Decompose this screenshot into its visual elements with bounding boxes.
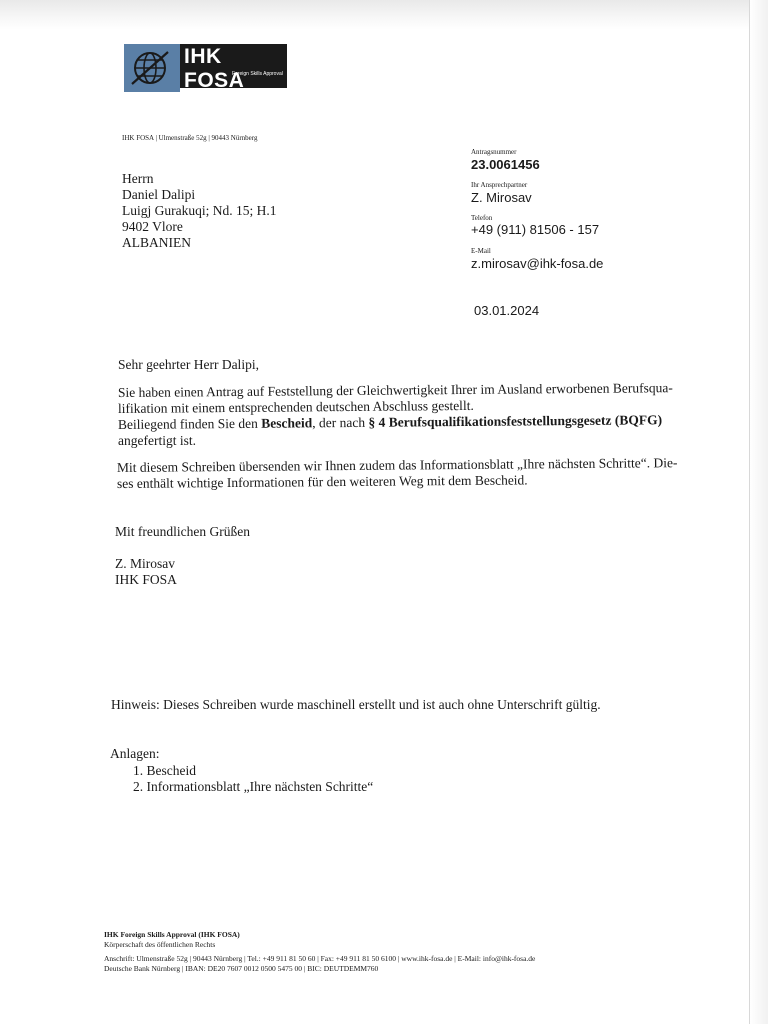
antrag-label: Antragsnummer: [471, 148, 517, 156]
contact-label: Ihr Ansprechpartner: [471, 181, 528, 189]
paragraph-2-line-2: ses enthält wichtige Informationen für den weiteren Weg mit dem Bescheid.: [116, 472, 528, 491]
contact-value: Z. Mirosav: [471, 190, 532, 205]
paragraph-1-line-1: Sie haben einen Antrag auf Feststellung der Gleichwertigkeit Ihrer im Ausland erworbenen Berufsqua-: [117, 380, 673, 400]
notice: Hinweis: Dieses Schreiben wurde maschinell erstellt und ist auch ohne Unterschrift gültig.: [111, 697, 601, 712]
paragraph-2-line-1: Mit diesem Schreiben übersenden wir Ihnen zudem das Informationsblatt „Ihre nächsten Schritte“. Die-: [116, 455, 678, 475]
letter-date: 03.01.2024: [474, 303, 540, 318]
page-shadow-right: [749, 0, 768, 1024]
email-label: E-Mail: [471, 247, 491, 255]
paragraph-1-line-2: lifikation mit einem entsprechenden deutschen Abschluss gestellt.: [117, 397, 474, 416]
footer-org-name: IHK Foreign Skills Approval (IHK FOSA): [104, 930, 240, 939]
signature-name: Z. Mirosav: [115, 556, 175, 571]
globe-icon: [124, 44, 180, 92]
ihk-fosa-logo: [124, 44, 287, 92]
recipient-country: ALBANIEN: [122, 235, 191, 250]
attachment-item-1: 1. Bescheid: [133, 763, 196, 778]
footer-legal-form: Körperschaft des öffentlichen Rechts: [104, 940, 216, 949]
phone-value: +49 (911) 81506 - 157: [471, 222, 600, 237]
antrag-value: 23.0061456: [471, 157, 540, 172]
recipient-name: Daniel Dalipi: [122, 187, 196, 202]
page-shadow-top: [0, 0, 768, 30]
paragraph-1-line-4: angefertigt ist.: [118, 433, 196, 448]
bqfg-bold: § 4 Berufsqualifikationsfeststellungsgesetz (BQFG): [368, 412, 663, 430]
greeting: Sehr geehrter Herr Dalipi,: [118, 357, 259, 372]
logo-brand-text: IHK FOSA: [184, 45, 245, 92]
bescheid-bold: Bescheid: [261, 415, 313, 431]
attachment-item-2: 2. Informationsblatt „Ihre nächsten Schritte“: [133, 779, 374, 794]
footer-contact-line: Anschrift: Ulmenstraße 52g | 90443 Nürnberg | Tel.: +49 911 81 50 60 | Fax: +49 911 81 50 6100 | www.ihk-fosa.de | E-Mail: info@ihk-fosa.de: [104, 954, 536, 963]
email-value: z.mirosav@ihk-fosa.de: [471, 256, 604, 271]
phone-label: Telefon: [471, 214, 493, 222]
sender-line: IHK FOSA | Ulmenstraße 52g | 90443 Nürnberg: [122, 134, 258, 142]
recipient-salutation: Herrn: [122, 171, 154, 186]
paragraph-1-line-3: Beiliegend finden Sie den Bescheid, der nach § 4 Berufsqualifikationsfeststellungsgesetz (BQFG): [117, 412, 663, 432]
closing: Mit freundlichen Grüßen: [115, 524, 250, 539]
attachments-label: Anlagen:: [110, 746, 160, 761]
recipient-street: Luigj Gurakuqi; Nd. 15; H.1: [122, 203, 277, 218]
signature-org: IHK FOSA: [115, 572, 177, 587]
logo-tagline: Foreign Skills Approval: [232, 71, 283, 77]
recipient-city: 9402 Vlore: [122, 219, 183, 234]
footer-bank-line: Deutsche Bank Nürnberg | IBAN: DE20 7607 0012 0500 5475 00 | BIC: DEUTDEMM760: [104, 964, 379, 973]
